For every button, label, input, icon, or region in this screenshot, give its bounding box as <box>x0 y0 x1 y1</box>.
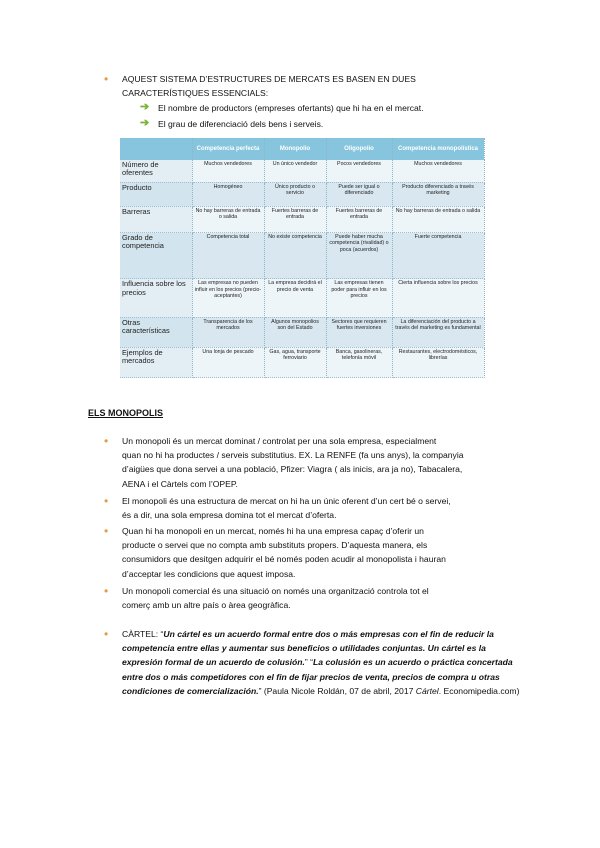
text-line: quan no hi ha productes / serveis substitutius. EX. La RENFE (fa uns anys), la companyia <box>122 450 464 461</box>
table-header-row <box>120 138 484 160</box>
citation: ” (Paula Nicole Roldán, 07 de abril, 2017 <box>258 685 416 696</box>
table-cell: Muchos vendedores <box>192 160 264 182</box>
table-cell: Producto diferenciado a través marketing <box>392 182 484 206</box>
table-cell: Competencia total <box>192 233 264 279</box>
table-cell: Transparencia de los mercados <box>192 317 264 347</box>
table-cell: Fuerte competencia <box>392 233 484 279</box>
table-cell: Las empresas no pueden influir en los precios (precio-aceptantes) <box>192 279 264 317</box>
table-cell: Puede haber mucha competencia (rivalidad) o poca (acuerdos) <box>326 233 392 279</box>
text-line: Quan hi ha monopoli en un mercat, només hi ha una empresa capaç d’oferir un <box>122 526 424 536</box>
table-cell: Puede ser igual o diferenciado <box>326 182 392 206</box>
table-cell: Sectores que requieren fuertes inversiones <box>326 317 392 347</box>
row-label: Ejemplos de mercados <box>120 347 192 377</box>
table-cell: La diferenciación del producto a través del marketing es fundamental <box>392 317 484 347</box>
cartel-quote-2: La colusión es un acuerdo o práctica concertada entre dos o más competidores con el fin de fijar precios de venta, precios de compra u otras condiciones de comercialización. <box>122 657 513 696</box>
table-cell: Restaurantes, electrodomésticos, librerías <box>392 347 484 377</box>
row-label: Influencia sobre los precios <box>120 279 192 317</box>
row-label: Grado de competencia <box>120 233 192 279</box>
row-label: Barreras <box>120 206 192 232</box>
text-line: d’acceptar les condicions que aquest imposa. <box>122 568 296 579</box>
table-cell: La empresa decidirá el precio de venta <box>264 279 326 317</box>
table-cell: Fuertes barreras de entrada <box>264 206 326 232</box>
quote-separator: ” “ <box>304 657 314 668</box>
table-row <box>120 182 484 206</box>
section-title: ELS MONOPOLIS <box>88 408 164 418</box>
text-line: AENA i el Càrtels com l’OPEP. <box>122 478 238 489</box>
table-cell: No existe competencia <box>264 233 326 279</box>
sub-item-1: El nombre de productors (empreses ofertants) que hi ha en el mercat. <box>158 103 424 113</box>
table-header: Competencia monopolística <box>392 138 484 160</box>
table-cell: Pocos vendedores <box>326 160 392 182</box>
table-row <box>120 347 484 377</box>
text-line: és a dir, una sola empresa domina tot el mercat d’oferta. <box>122 510 337 521</box>
table-row <box>120 233 484 279</box>
bullet-icon: • <box>104 627 109 641</box>
table-row <box>120 206 484 232</box>
table-cell: No hay barreras de entrada o salida <box>192 206 264 232</box>
row-label: Número de oferentes <box>120 160 192 182</box>
market-structures-table <box>120 138 485 378</box>
text-line: El monopoli és una estructura de mercat on hi ha un únic oferent d’un cert bé o servei, <box>122 496 451 506</box>
intro-line-2: CARACTERÍSTIQUES ESSENCIALS: <box>122 88 269 99</box>
table-cell: No hay barreras de entrada o salida <box>392 206 484 232</box>
text-line: Un monopoli comercial és una situació on només una organització controla tot el <box>122 586 429 596</box>
paragraph-monopoli-structure <box>122 494 542 522</box>
table-header: Competencia perfecta <box>192 138 264 160</box>
bullet-icon: • <box>104 584 109 598</box>
table-cell: Algunos monopolios son del Estado <box>264 317 326 347</box>
row-label: Producto <box>120 182 192 206</box>
arrow-right-icon: ➔ <box>140 101 150 113</box>
table-row <box>120 160 484 182</box>
paragraph-monopoli-definition <box>122 434 542 491</box>
table-cell: Cierta influencia sobre los precios <box>392 279 484 317</box>
paragraph-monopoli-market <box>122 524 542 581</box>
table-cell: Fuertes barreras de entrada <box>326 206 392 232</box>
paragraph-cartel <box>122 627 524 698</box>
bullet-icon: • <box>104 72 109 86</box>
table-cell: Banca, gasolineras, telefonía móvil <box>326 347 392 377</box>
citation-tail: . Economipedia.com) <box>438 685 520 696</box>
paragraph-monopoli-commercial <box>122 584 542 612</box>
table-row <box>120 317 484 347</box>
table-cell: Una lonja de pescado <box>192 347 264 377</box>
bullet-icon: • <box>104 494 109 508</box>
citation-source: Cártel <box>415 685 439 696</box>
table-cell: Gas, agua, transporte ferroviario <box>264 347 326 377</box>
table-header: Monopolio <box>264 138 326 160</box>
table-cell: Único producto o servicio <box>264 182 326 206</box>
table-header: Oligopolio <box>326 138 392 160</box>
intro-line-1: AQUEST SISTEMA D’ESTRUCTURES DE MERCATS ES BASEN EN DUES <box>122 74 416 84</box>
arrow-right-icon: ➔ <box>140 117 150 129</box>
bullet-icon: • <box>104 434 109 448</box>
table-cell: Un único vendedor <box>264 160 326 182</box>
row-label: Otras características <box>120 317 192 347</box>
table-cell: Homogéneo <box>192 182 264 206</box>
text-line: comerç amb un altre país o àrea geogràfica. <box>122 600 291 611</box>
text-line: consumidors que desitgen adquirir el bé només poden acudir al monopolista i hauran <box>122 554 446 565</box>
text-line: Un monopoli és un mercat dominat / controlat per una sola empresa, especialment <box>122 436 437 446</box>
cartel-quote-1: Un cártel es un acuerdo formal entre dos o más empresas con el fin de reducir la competencia entre ellas y aumentar sus beneficios o utilidades conjuntas. Un cártel es la expresión formal de un acuerdo de colusión. <box>122 629 494 668</box>
text-line: producte o servei que no compta amb substituts propers. D’aquesta manera, els <box>122 540 428 551</box>
table-cell: Las empresas tienen poder para influir en los precios <box>326 279 392 317</box>
text-line: d’aigües que dona servei a una població, Pfizer: Viagra ( als inicis, ara ja no), Tabacalera, <box>122 464 463 475</box>
table-row <box>120 279 484 317</box>
sub-item-2: El grau de diferenciació dels bens i serveis. <box>158 119 324 129</box>
cartel-prefix: CÀRTEL: “ <box>122 629 164 639</box>
table-cell: Muchos vendedores <box>392 160 484 182</box>
bullet-icon: • <box>104 524 109 538</box>
intro-text <box>122 72 502 100</box>
table-header <box>120 138 192 160</box>
